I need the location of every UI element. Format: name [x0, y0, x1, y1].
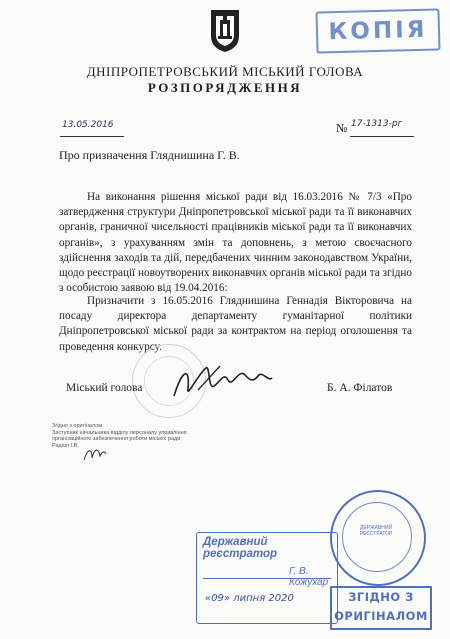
round-seal-inner [342, 502, 412, 572]
document-subject: Про призначення Гляднишина Г. В. [59, 148, 240, 162]
issuer-title: ДНІПРОПЕТРОВСЬКИЙ МІСЬКИЙ ГОЛОВА [86, 64, 364, 79]
certification-note-1: Згідно з оригіналом [52, 423, 103, 429]
round-seal-text: ДЕРЖАВНИЙ РЕЄСТРАТОР [359, 525, 393, 537]
registrar-date: «09» липня 2020 [205, 593, 294, 604]
signatory-role: Міський голова [66, 382, 143, 394]
decision-paragraph: Призначити з 16.05.2016 Гляднишина Геннадія Вікторовича на посаду директора департаменту гуманітарної політики Дніпропетровської міської ради за контрактом на період оголошення та проведення конкурсу. [59, 295, 412, 353]
certifier-signature [82, 444, 108, 464]
document-date: 13.05.2016 [62, 120, 114, 130]
registrar-title: Державний реєстратор [203, 536, 278, 560]
true-copy-line2: ОРИГІНАЛОМ [334, 609, 428, 623]
coat-of-arms-icon [207, 8, 243, 54]
document-number: 17-1313-рг [351, 119, 403, 129]
document-type: РОЗПОРЯДЖЕННЯ [147, 80, 303, 95]
true-copy-line1: ЗГІДНО З [348, 590, 414, 604]
registrar-signature-line [203, 578, 331, 579]
handwritten-signature [168, 360, 278, 404]
registrar-stamp [196, 532, 338, 624]
true-copy-stamp [330, 586, 432, 630]
certification-note-2: Заступник начальника відділу персоналу управління [52, 430, 187, 436]
number-sign: № [336, 121, 348, 135]
certification-note-4: Радіон І.В. [52, 443, 79, 449]
registrar-name: Г. В. Кожухар [289, 566, 329, 588]
copy-stamp: КОПІЯ [315, 8, 440, 53]
signatory-name: Б. А. Філатов [327, 382, 393, 394]
certification-note-3: організаційного забезпечення роботи міської ради [52, 436, 181, 442]
preamble-paragraph: На виконання рішення міської ради від 16.03.2016 № 7/3 «Про затвердження структури Дніпропетровської міської ради та її виконавчих органів, граничної чисельності працівників міської ради та її виконавчих органів», з урахуванням змін та доповнень, з метою своєчасного здійснення заходів та дій, передбачених чинним законодавством України, щодо реєстрації новоутворених виконавчих органів міської ради та згідно з особистою заявою від 19.04.2016: [59, 191, 412, 295]
